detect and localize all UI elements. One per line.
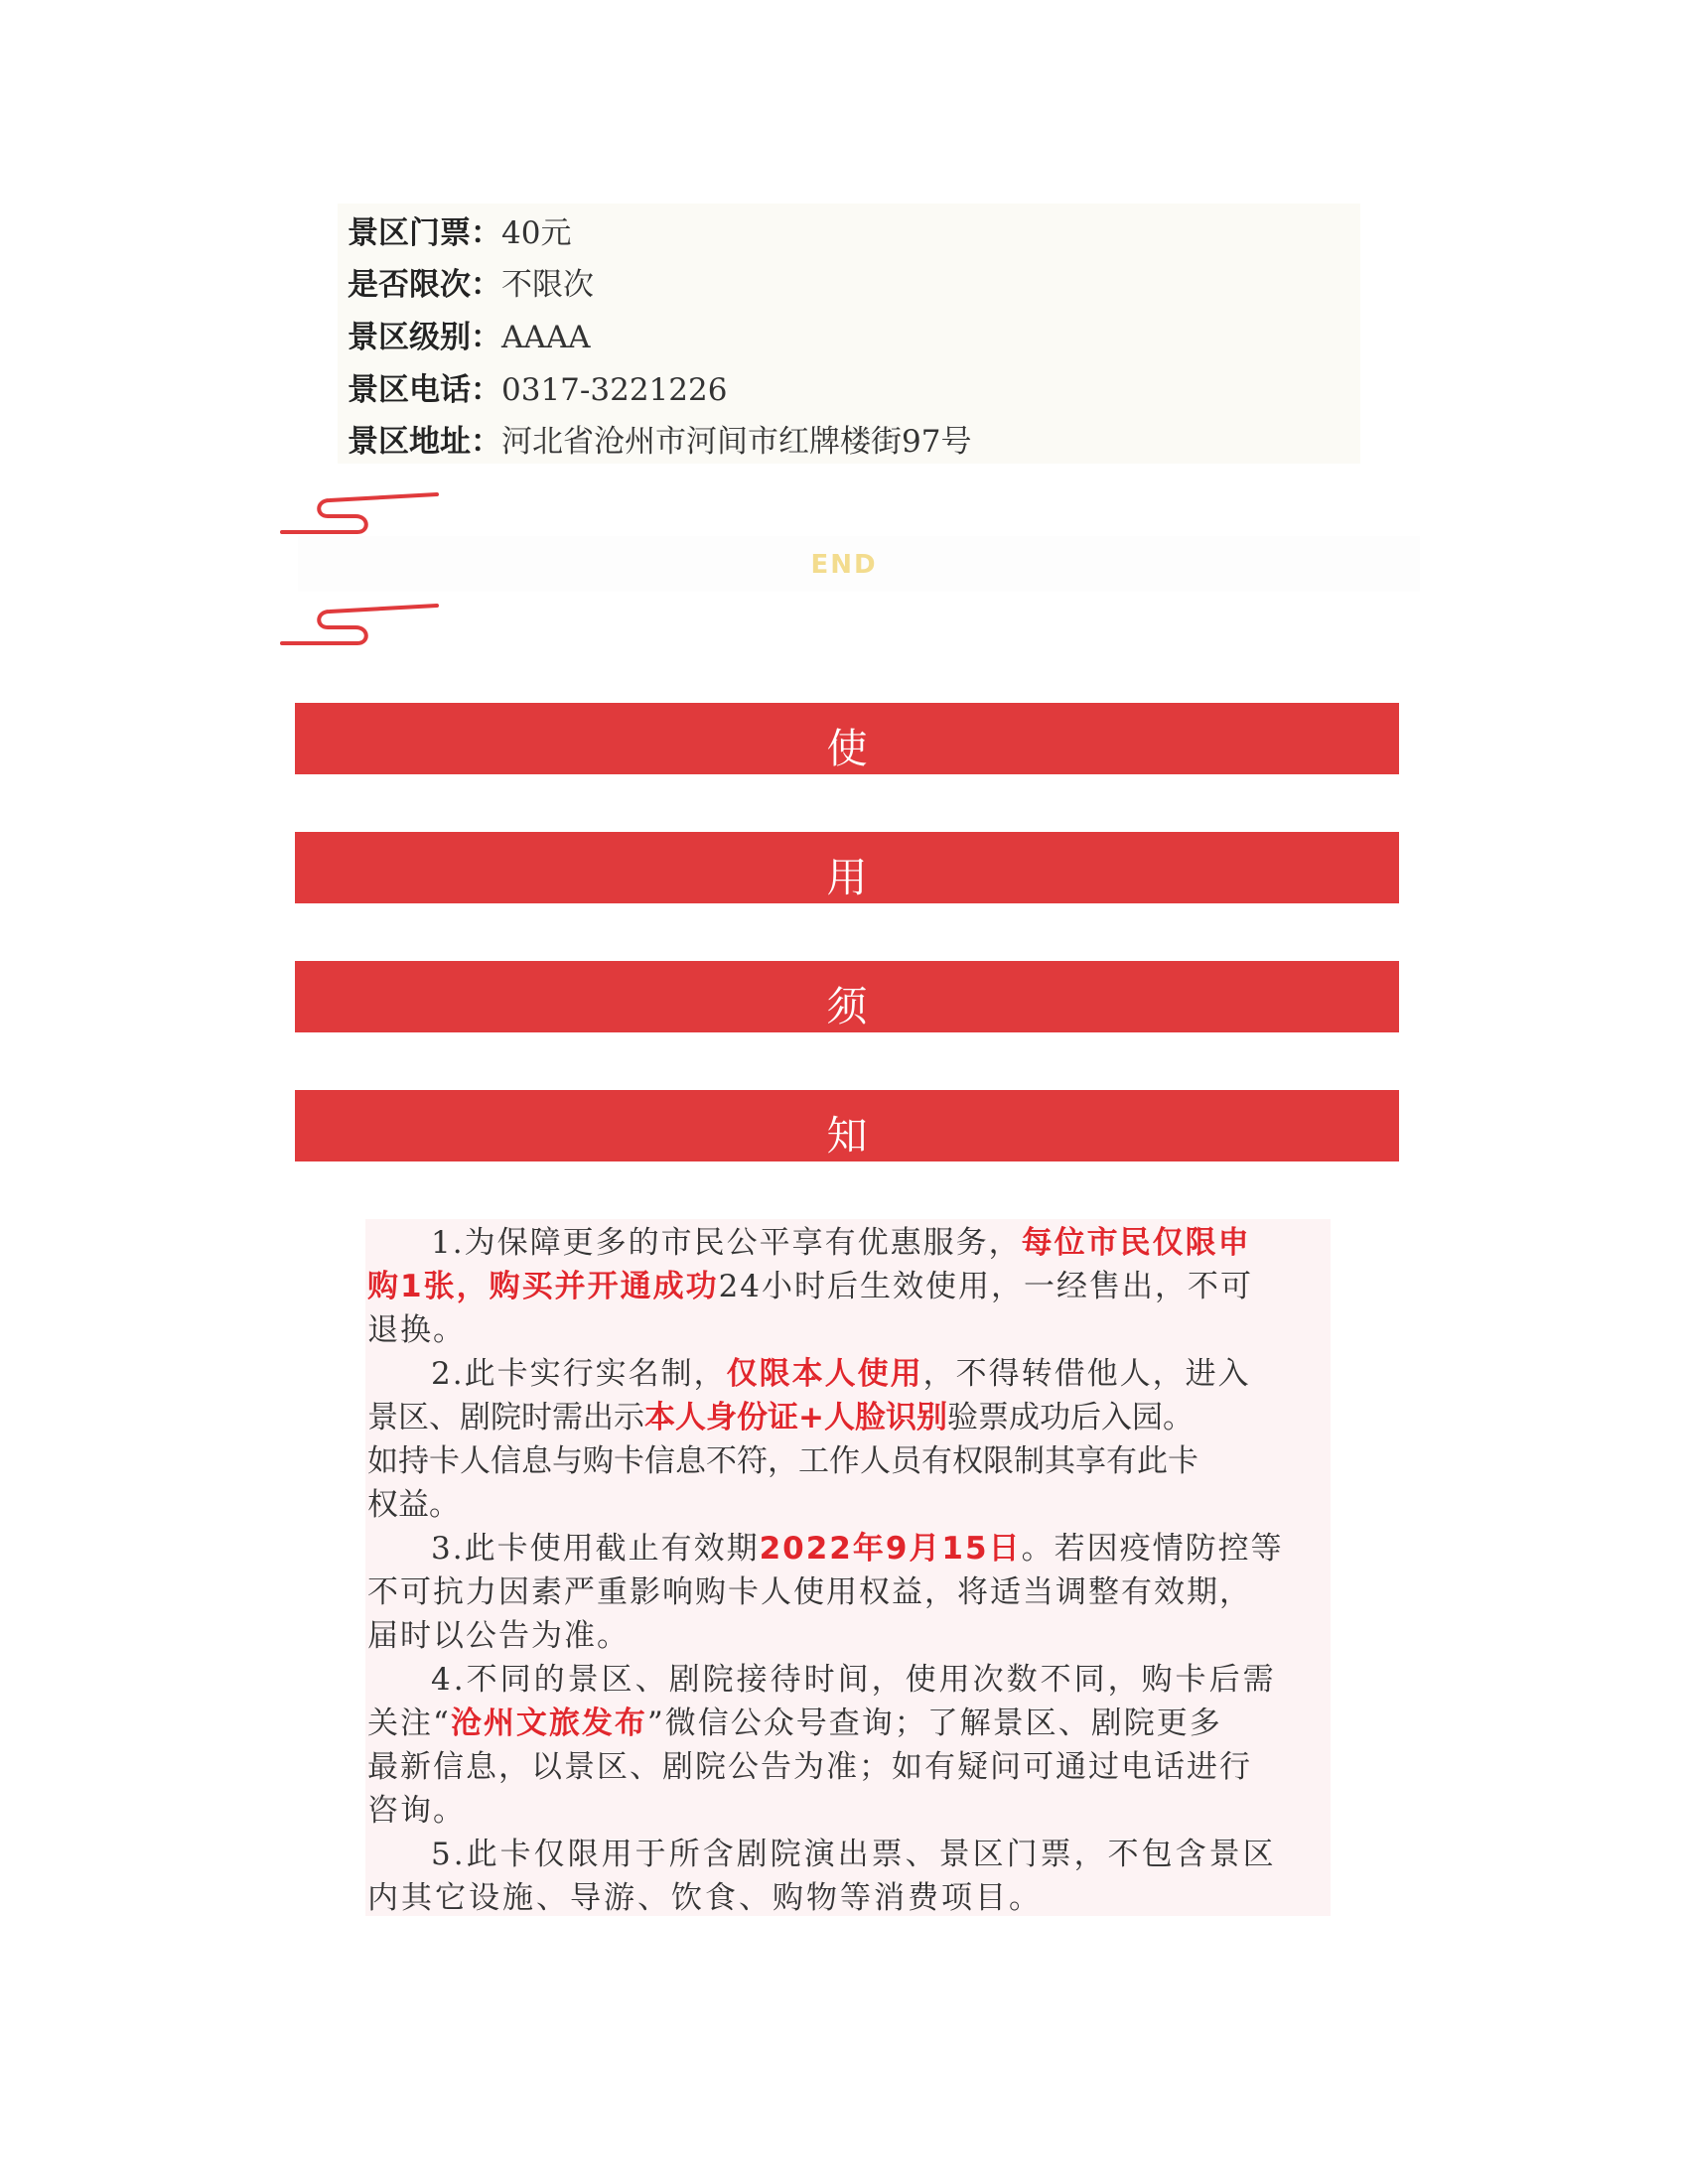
ticket-label: 景区门票： (348, 215, 501, 251)
note-3-text-b: 。若因疫情防控等 (1021, 1531, 1284, 1567)
note-1-line-3: 退换。 (367, 1312, 466, 1348)
note-1-text: 1.为保障更多的市民公平享有优惠服务， (431, 1225, 1022, 1261)
note-2-text-2b: 验票成功后入园。 (946, 1400, 1194, 1435)
notice-title-char-4: 知 (295, 1090, 1399, 1161)
notice-title-char-2: 用 (295, 832, 1399, 903)
note-2-line-4: 权益。 (367, 1487, 460, 1523)
address-value: 河北省沧州市河间市红牌楼街97号 (501, 424, 972, 460)
limit-row (348, 263, 594, 307)
note-2-highlight-2: 本人身份证+人脸识别 (644, 1400, 947, 1435)
note-2-highlight: 仅限本人使用 (726, 1356, 923, 1392)
usage-notes-box (365, 1219, 1331, 1916)
address-label: 景区地址： (348, 424, 501, 460)
note-5-line-1: 5.此卡仅限用于所含剧院演出票、景区门票，不包含景区 (431, 1837, 1277, 1872)
note-1-text-2: 24小时后生效使用，一经售出，不可 (718, 1269, 1254, 1304)
end-label: END (810, 550, 878, 580)
scenic-info-box (338, 204, 1360, 464)
limit-value: 不限次 (501, 267, 594, 303)
ticket-row (348, 211, 571, 255)
notice-title-char-3: 须 (295, 961, 1399, 1032)
note-3-highlight: 2022年9月15日 (759, 1531, 1022, 1567)
note-3-line-3: 届时以公告为准。 (367, 1618, 630, 1654)
phone-value: 0317-3221226 (501, 372, 728, 408)
note-2-text-2: 景区、剧院时需出示 (367, 1400, 644, 1435)
cloud-ornament-top-icon (278, 489, 447, 539)
phone-label: 景区电话： (348, 372, 501, 408)
limit-label: 是否限次： (348, 267, 501, 303)
note-2-line-3: 如持卡人信息与购卡信息不符，工作人员有权限制其享有此卡 (367, 1443, 1198, 1479)
note-1-highlight: 每位市民仅限申 (1021, 1225, 1251, 1261)
note-5-line-2: 内其它设施、导游、饮食、购物等消费项目。 (367, 1880, 1043, 1916)
note-4-line-2 (367, 1702, 1222, 1745)
note-2-line-2 (367, 1396, 1194, 1439)
note-4-line-1: 4.不同的景区、剧院接待时间，使用次数不同，购卡后需 (431, 1662, 1277, 1698)
note-4-text-b: ”微信公众号查询；了解景区、剧院更多 (646, 1706, 1222, 1741)
note-3-line-1 (431, 1527, 1284, 1570)
notice-title-char-1: 使 (295, 703, 1399, 774)
note-2-text: 2.此卡实行实名制， (431, 1356, 727, 1392)
ticket-value: 40元 (501, 215, 572, 251)
note-3-text: 3.此卡使用截止有效期 (431, 1531, 760, 1567)
level-label: 景区级别： (348, 320, 501, 355)
note-4-line-3: 最新信息，以景区、剧院公告为准；如有疑问可通过电话进行 (367, 1749, 1252, 1785)
cloud-ornament-bottom-icon (278, 601, 447, 650)
note-4-text: 关注“ (367, 1706, 451, 1741)
note-4-highlight: 沧州文旅发布 (450, 1706, 647, 1741)
note-3-line-2: 不可抗力因素严重影响购卡人使用权益，将适当调整有效期， (367, 1574, 1252, 1610)
note-4-line-4: 咨询。 (367, 1793, 466, 1829)
note-1-line-1 (431, 1221, 1251, 1265)
level-row (348, 316, 591, 359)
note-2-text-b: ，不得转借他人，进入 (922, 1356, 1251, 1392)
phone-row (348, 368, 727, 412)
address-row (348, 420, 971, 464)
note-1-highlight-2: 购1张，购买并开通成功 (367, 1269, 719, 1304)
note-1-line-2 (367, 1265, 1253, 1308)
level-value: AAAA (501, 320, 591, 355)
note-2-line-1 (431, 1352, 1251, 1396)
